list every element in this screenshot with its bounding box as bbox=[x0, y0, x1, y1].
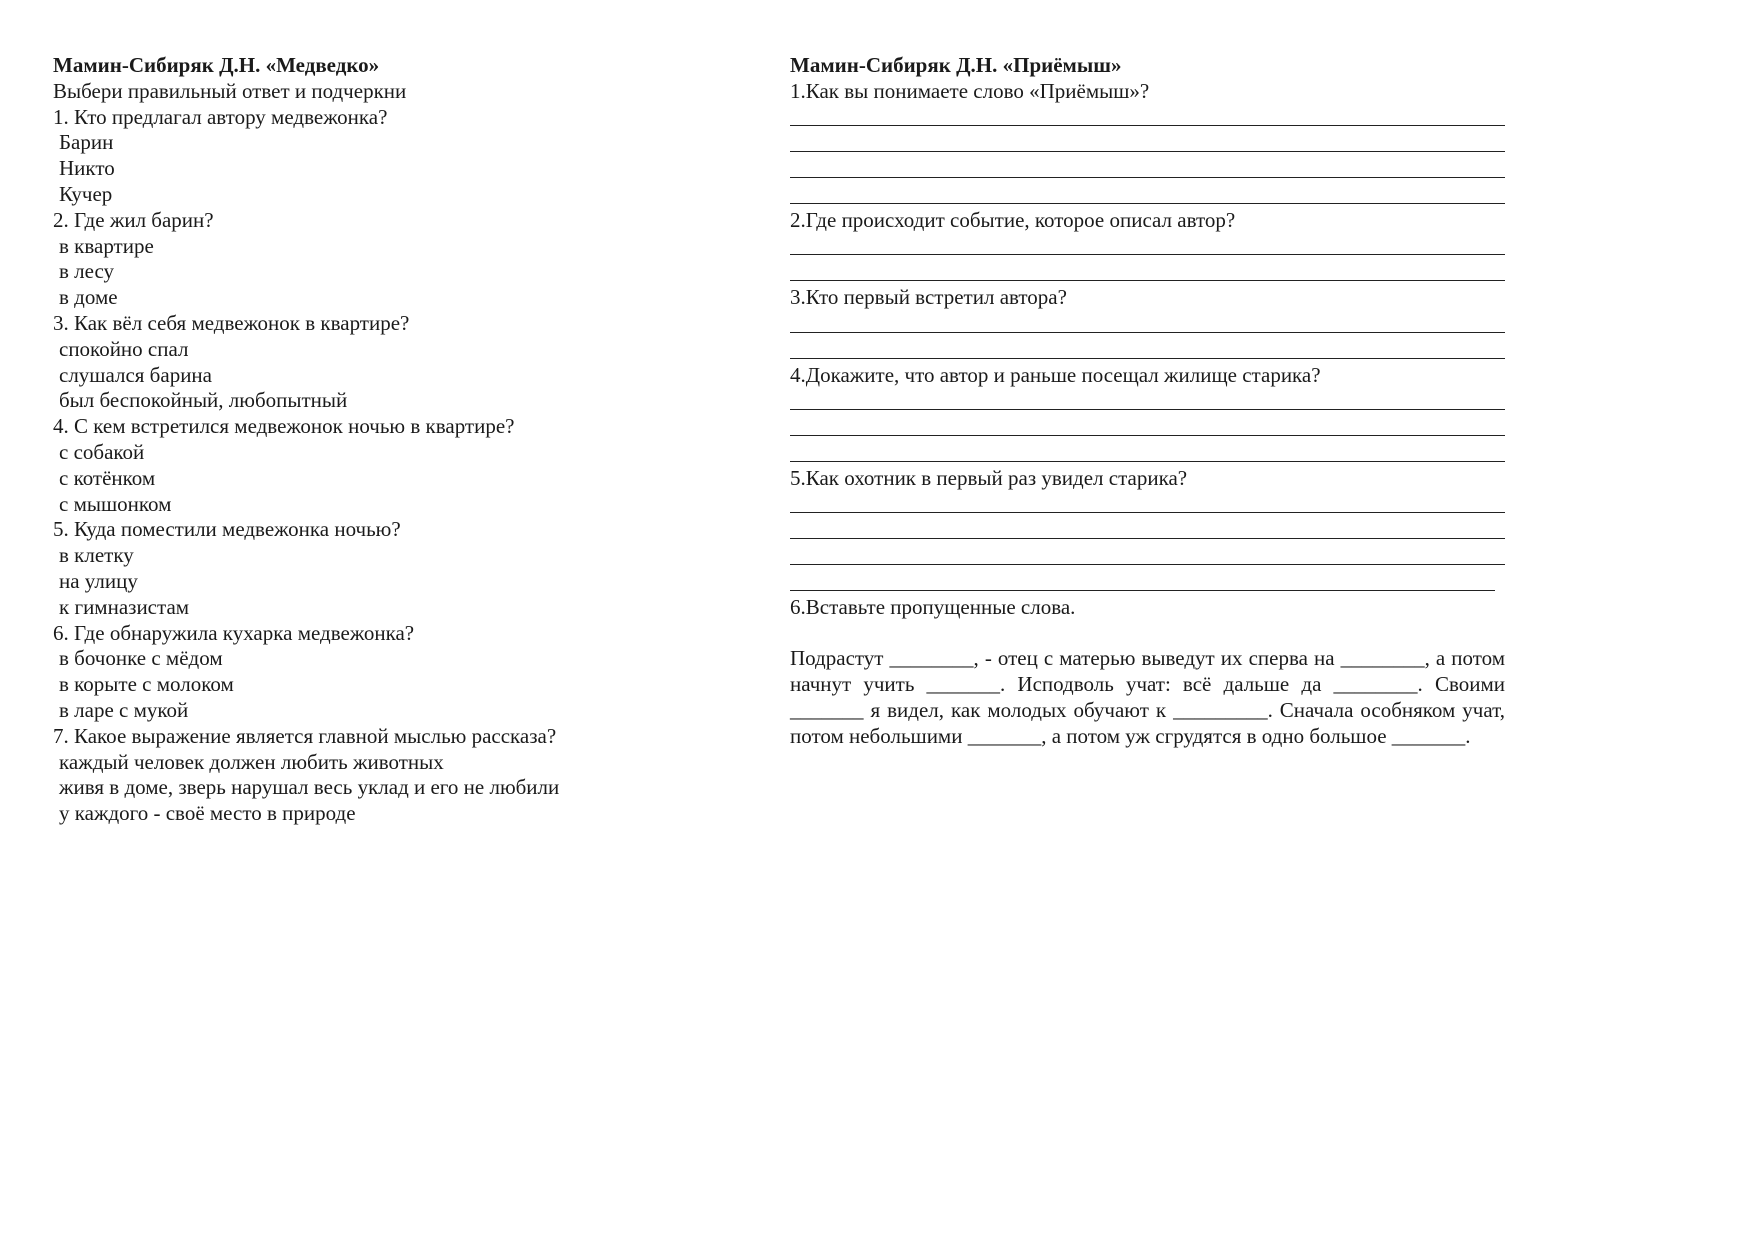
answer-line[interactable] bbox=[790, 388, 1505, 414]
answer-line[interactable] bbox=[790, 569, 1495, 595]
answer-option[interactable]: в квартире bbox=[59, 233, 154, 258]
question-text: 1. Кто предлагал автору медвежонка? bbox=[53, 104, 388, 129]
fill-in-paragraph: Подрастут ________, - отец с матерью выведут их сперва на ________, а потом начнут учить _______. Исподволь учат: всё дальше да ________. Своими _______ я видел, как молодых обучают к _________. Сначала особняком учат, потом небольшими _______, а потом уж сгрудятся в одно большое _______. bbox=[790, 646, 1505, 748]
left-worksheet bbox=[53, 53, 693, 827]
answer-line[interactable] bbox=[790, 105, 1505, 131]
answer-option[interactable]: с котёнком bbox=[59, 465, 156, 490]
answer-line[interactable] bbox=[790, 337, 1505, 363]
answer-line[interactable] bbox=[790, 130, 1505, 156]
question-text: 5.Как охотник в первый раз увидел старика? bbox=[790, 465, 1188, 490]
question-text: 4.Докажите, что автор и раньше посещал жилище старика? bbox=[790, 362, 1321, 387]
answer-line[interactable] bbox=[790, 414, 1505, 440]
answer-option[interactable]: Барин bbox=[59, 130, 114, 155]
answer-option[interactable]: к гимназистам bbox=[59, 594, 190, 619]
answer-option[interactable]: в бочонке с мёдом bbox=[59, 646, 223, 671]
answer-line[interactable] bbox=[790, 234, 1505, 260]
answer-option[interactable]: Никто bbox=[59, 156, 115, 181]
answer-option[interactable]: был беспокойный, любопытный bbox=[59, 388, 348, 413]
answer-line[interactable] bbox=[790, 311, 1505, 337]
question-text: 2.Где происходит событие, которое описал автор? bbox=[790, 207, 1236, 232]
answer-line[interactable] bbox=[790, 156, 1505, 182]
answer-option[interactable]: в корыте с молоком bbox=[59, 672, 234, 697]
left-title: Мамин-Сибиряк Д.Н. «Медведко» bbox=[53, 53, 380, 77]
spacer bbox=[790, 621, 1505, 647]
answer-option[interactable]: с мышонком bbox=[59, 491, 172, 516]
answer-option[interactable]: в ларе с мукой bbox=[59, 697, 189, 722]
answer-line[interactable] bbox=[790, 543, 1505, 569]
answer-line[interactable] bbox=[790, 492, 1505, 518]
answer-option[interactable]: спокойно спал bbox=[59, 336, 189, 361]
left-instruction: Выбери правильный ответ и подчеркни bbox=[53, 78, 407, 103]
answer-option[interactable]: живя в доме, зверь нарушал весь уклад и его не любили bbox=[59, 775, 560, 800]
question-text: 5. Куда поместили медвежонка ночью? bbox=[53, 517, 401, 542]
answer-option[interactable]: на улицу bbox=[59, 568, 138, 593]
task6-heading: 6.Вставьте пропущенные слова. bbox=[790, 594, 1076, 619]
right-worksheet bbox=[790, 53, 1505, 750]
question-text: 3.Кто первый встретил автора? bbox=[790, 285, 1067, 310]
answer-option[interactable]: в лесу bbox=[59, 259, 115, 284]
answer-option[interactable]: с собакой bbox=[59, 439, 145, 464]
question-text: 1.Как вы понимаете слово «Приёмыш»? bbox=[790, 78, 1150, 103]
answer-line[interactable] bbox=[790, 259, 1505, 285]
answer-option[interactable]: в доме bbox=[59, 285, 118, 310]
right-question-list bbox=[790, 79, 1505, 595]
answer-option[interactable]: слушался барина bbox=[59, 362, 212, 387]
answer-option[interactable]: у каждого - своё место в природе bbox=[59, 801, 356, 826]
answer-option[interactable]: Кучер bbox=[59, 181, 113, 206]
question-text: 3. Как вёл себя медвежонок в квартире? bbox=[53, 310, 410, 335]
question-text: 4. С кем встретился медвежонок ночью в квартире? bbox=[53, 414, 515, 439]
answer-option[interactable]: каждый человек должен любить животных bbox=[59, 749, 444, 774]
answer-line[interactable] bbox=[790, 440, 1505, 466]
question-text: 7. Какое выражение является главной мыслью рассказа? bbox=[53, 723, 557, 748]
question-text: 2. Где жил барин? bbox=[53, 207, 214, 232]
answer-option[interactable]: в клетку bbox=[59, 543, 134, 568]
question-text: 6. Где обнаружила кухарка медвежонка? bbox=[53, 620, 415, 645]
right-title: Мамин-Сибиряк Д.Н. «Приёмыш» bbox=[790, 53, 1122, 77]
left-question-list bbox=[53, 105, 693, 827]
answer-line[interactable] bbox=[790, 182, 1505, 208]
answer-line[interactable] bbox=[790, 517, 1505, 543]
